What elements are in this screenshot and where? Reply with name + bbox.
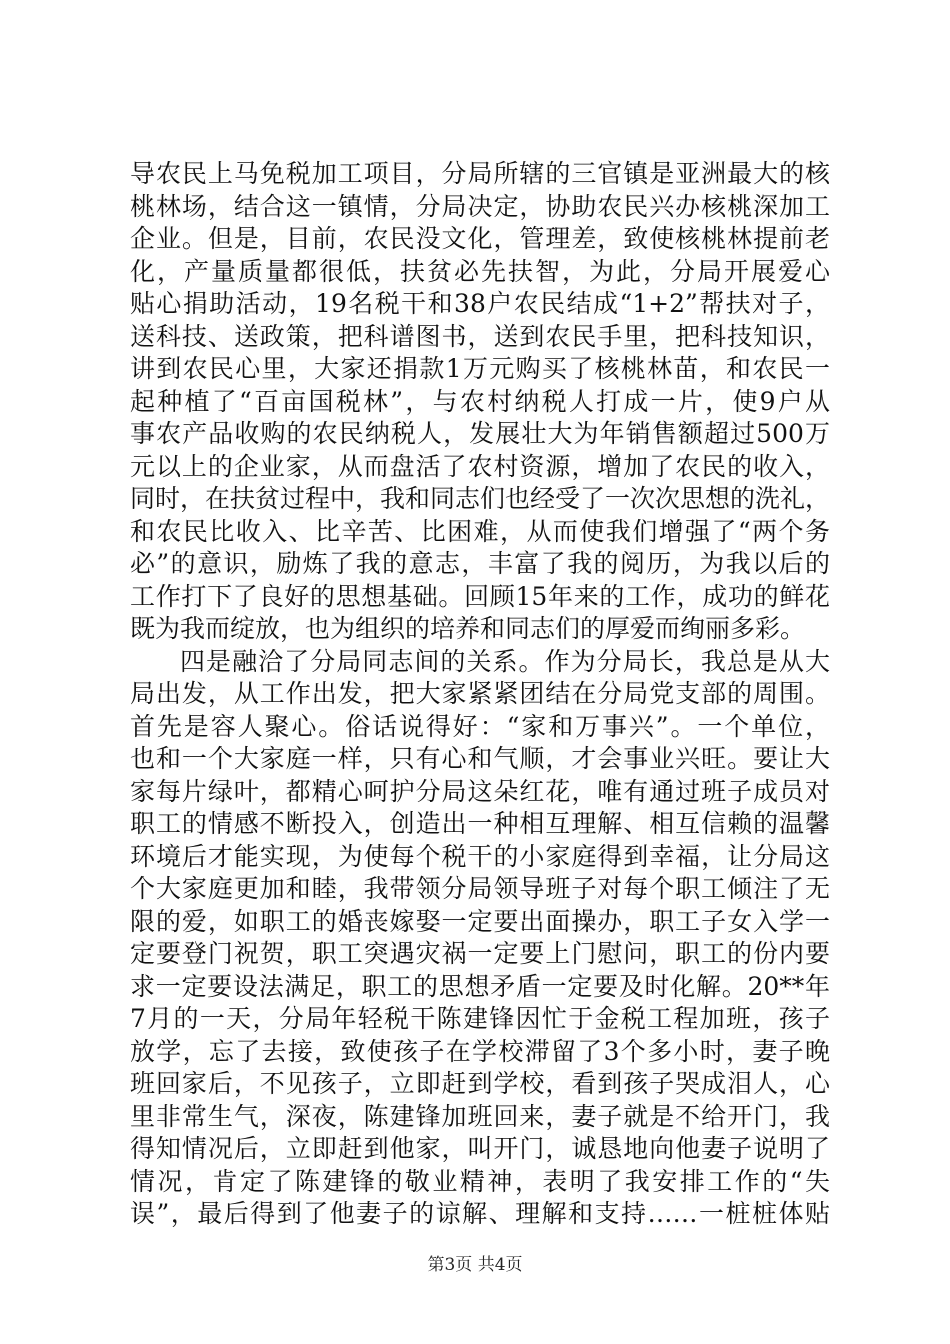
text-line: 和农民比收入、比辛苦、比困难，从而使我们增强了“两个务 — [130, 516, 830, 546]
text-line: 求一定要设法满足，职工的思想矛盾一定要及时化解。20**年 — [130, 971, 830, 1001]
text-line: 得知情况后，立即赶到他家，叫开门，诚恳地向他妻子说明了 — [130, 1134, 830, 1163]
text-line: 贴心捐助活动，19名税干和38户农民结成“1+2”帮扶对子， — [130, 289, 830, 318]
text-line: 里非常生气，深夜，陈建锋加班回来，妻子就是不给开门，我 — [130, 1101, 830, 1131]
text-line: 四是融洽了分局同志间的关系。作为分局长，我总是从大 — [180, 646, 830, 676]
text-line: 个大家庭更加和睦，我带领分局领导班子对每个职工倾注了无 — [130, 874, 830, 903]
page-footer: 第3页 共4页 — [427, 1255, 523, 1275]
text-line: 讲到农民心里，大家还捐款1万元购买了核桃林苗，和农民一 — [130, 354, 830, 383]
text-line: 也和一个大家庭一样，只有心和气顺，才会事业兴旺。要让大 — [130, 744, 830, 773]
text-line: 情况，肯定了陈建锋的敬业精神，表明了我安排工作的“失 — [130, 1166, 830, 1196]
text-line: 必”的意识，励炼了我的意志，丰富了我的阅历，为我以后的 — [130, 549, 830, 578]
text-line: 起种植了“百亩国税林”，与农村纳税人打成一片，使9户从 — [130, 386, 830, 416]
text-line: 元以上的企业家，从而盘活了农村资源，增加了农民的收入， — [130, 451, 830, 481]
text-line: 班回家后，不见孩子，立即赶到学校，看到孩子哭成泪人，心 — [130, 1069, 830, 1098]
text-line: 事农产品收购的农民纳税人，发展壮大为年销售额超过500万 — [130, 419, 830, 448]
text-line: 放学，忘了去接，致使孩子在学校滞留了3个多小时，妻子晚 — [130, 1036, 830, 1066]
text-line: 工作打下了良好的思想基础。回顾15年来的工作，成功的鲜花 — [130, 581, 830, 611]
text-line: 限的爱，如职工的婚丧嫁娶一定要出面操办，职工子女入学一 — [130, 906, 830, 936]
text-line: 既为我而绽放，也为组织的培养和同志们的厚爱而绚丽多彩。 — [130, 614, 806, 643]
text-line: 化，产量质量都很低，扶贫必先扶智，为此，分局开展爱心 — [130, 256, 830, 286]
text-line: 7月的一天，分局年轻税干陈建锋因忙于金税工程加班，孩子 — [130, 1004, 830, 1033]
text-line: 首先是容人聚心。俗话说得好：“家和万事兴”。一个单位， — [130, 711, 830, 741]
text-line: 环境后才能实现，为使每个税干的小家庭得到幸福，让分局这 — [130, 841, 830, 871]
text-line: 职工的情感不断投入，创造出一种相互理解、相互信赖的温馨 — [130, 809, 830, 838]
text-line: 企业。但是，目前，农民没文化，管理差，致使核桃林提前老 — [130, 224, 830, 253]
text-line: 同时，在扶贫过程中，我和同志们也经受了一次次思想的洗礼， — [130, 484, 831, 513]
text-line: 误”，最后得到了他妻子的谅解、理解和支持……一桩桩体贴 — [130, 1199, 830, 1228]
text-line: 局出发，从工作出发，把大家紧紧团结在分局党支部的周围。 — [130, 679, 830, 708]
document-body — [130, 158, 830, 1231]
text-line: 导农民上马免税加工项目，分局所辖的三官镇是亚洲最大的核 — [130, 159, 830, 188]
text-line: 桃林场，结合这一镇情，分局决定，协助农民兴办核桃深加工 — [130, 191, 830, 221]
text-line: 定要登门祝贺，职工突遇灾祸一定要上门慰问，职工的份内要 — [130, 939, 830, 968]
text-line: 送科技、送政策，把科谱图书，送到农民手里，把科技知识， — [130, 321, 830, 351]
text-line: 家每片绿叶，都精心呵护分局这朵红花，唯有通过班子成员对 — [130, 776, 830, 806]
